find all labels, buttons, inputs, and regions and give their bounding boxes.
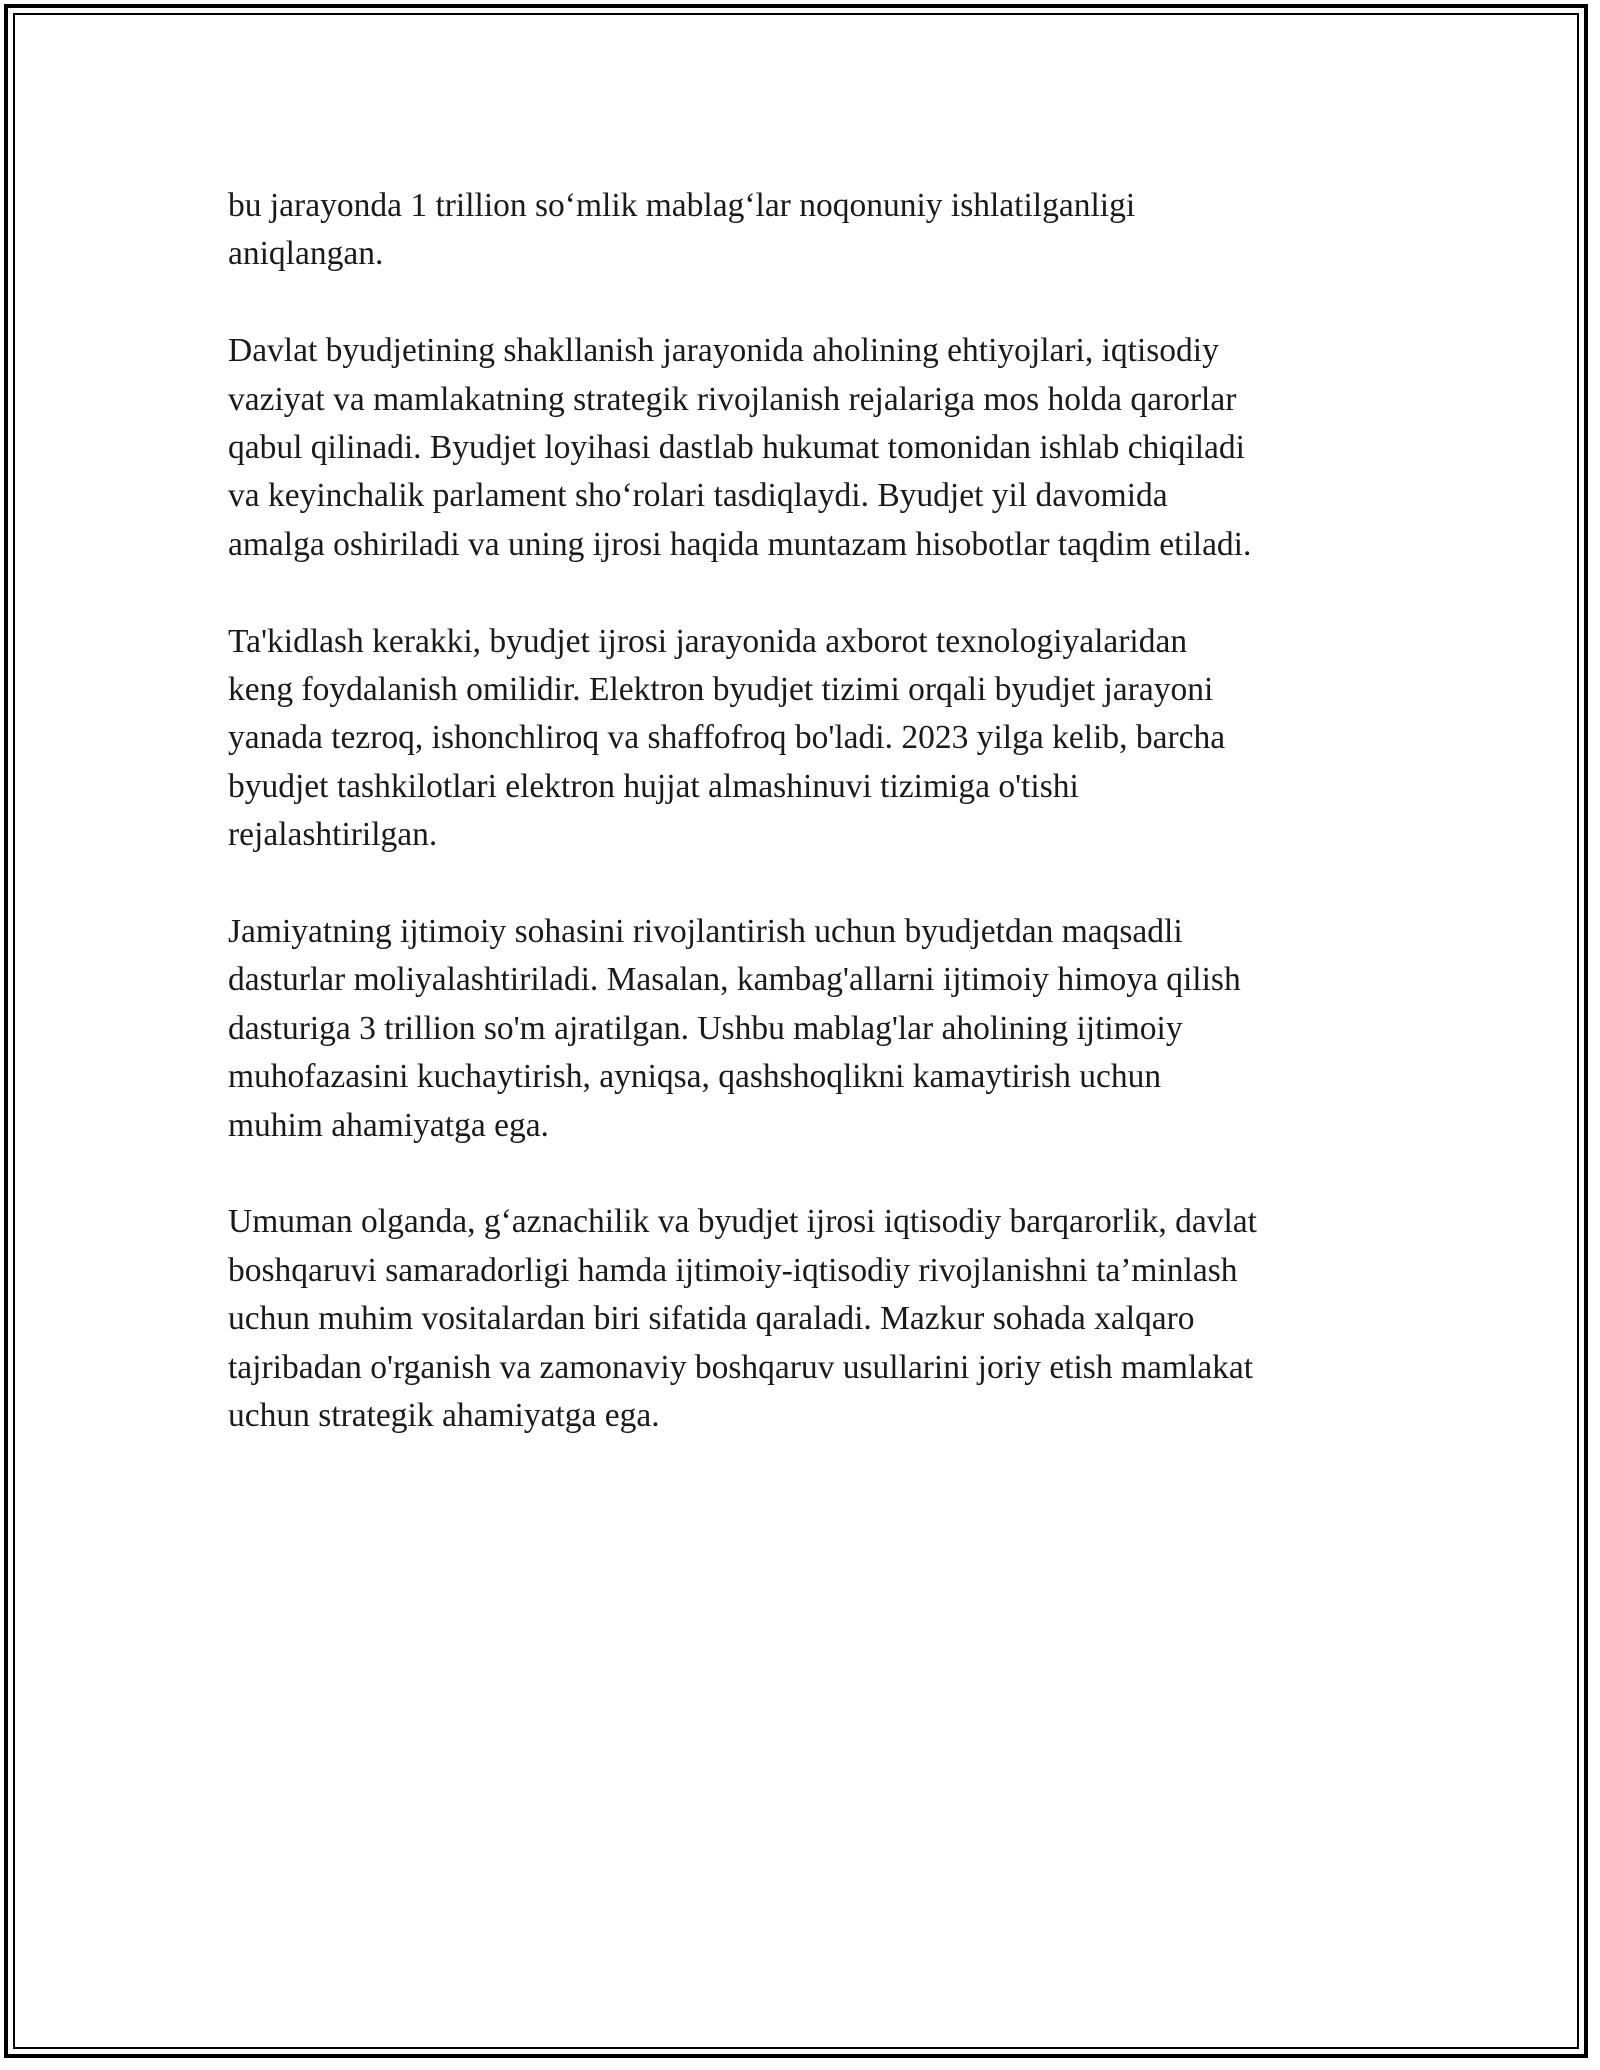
paragraph-5: Umuman olganda, g‘aznachilik va byudjet ijrosi iqtisodiy barqarorlik, davlat boshqaruvi samaradorligi hamda ijtimoiy-iqtisodiy rivojlanishni ta’minlash uchun muhim vositalardan biri sifatida qaraladi. Mazkur sohada xalqaro tajribadan o'rganish va zamonaviy boshqaruv usullarini joriy etish mamlakat uchun strategik ahamiyatga ega. [228,1203,1257,1435]
document-body [228,182,1388,1489]
paragraph-1: bu jarayonda 1 trillion so‘mlik mablag‘lar noqonuniy ishlatilganligi aniqlangan. [228,187,1136,273]
paragraph-2: Davlat byudjetining shakllanish jarayonida aholining ehtiyojlari, iqtisodiy vaziyat va mamlakatning strategik rivojlanish rejalariga mos holda qarorlar qabul qilinadi. Byudjet loyihasi dastlab hukumat tomonidan ishlab chiqiladi va keyinchalik parlament sho‘rolari tasdiqlaydi. Byudjet yil davomida amalga oshiriladi va uning ijrosi haqida muntazam hisobotlar taqdim etiladi. [228,332,1252,563]
paragraph-3: Ta'kidlash kerakki, byudjet ijrosi jarayonida axborot texnologiyalaridan keng foydalanish omilidir. Elektron byudjet tizimi orqali byudjet jarayoni yanada tezroq, ishonchliroq va shaffofroq bo'ladi. 2023 yilga kelib, barcha byudjet tashkilotlari elektron hujjat almashinuvi tizimiga o'tishi rejalashtirilgan. [228,622,1226,854]
paragraph-4: Jamiyatning ijtimoiy sohasini rivojlantirish uchun byudjetdan maqsadli dasturlar moliyalashtiriladi. Masalan, kambag'allarni ijtimoiy himoya qilish dasturiga 3 trillion so'm ajratilgan. Ushbu mablag'lar aholining ijtimoiy muhofazasini kuchaytirish, ayniqsa, qashshoqlikni kamaytirish uchun muhim ahamiyatga ega. [228,913,1241,1144]
